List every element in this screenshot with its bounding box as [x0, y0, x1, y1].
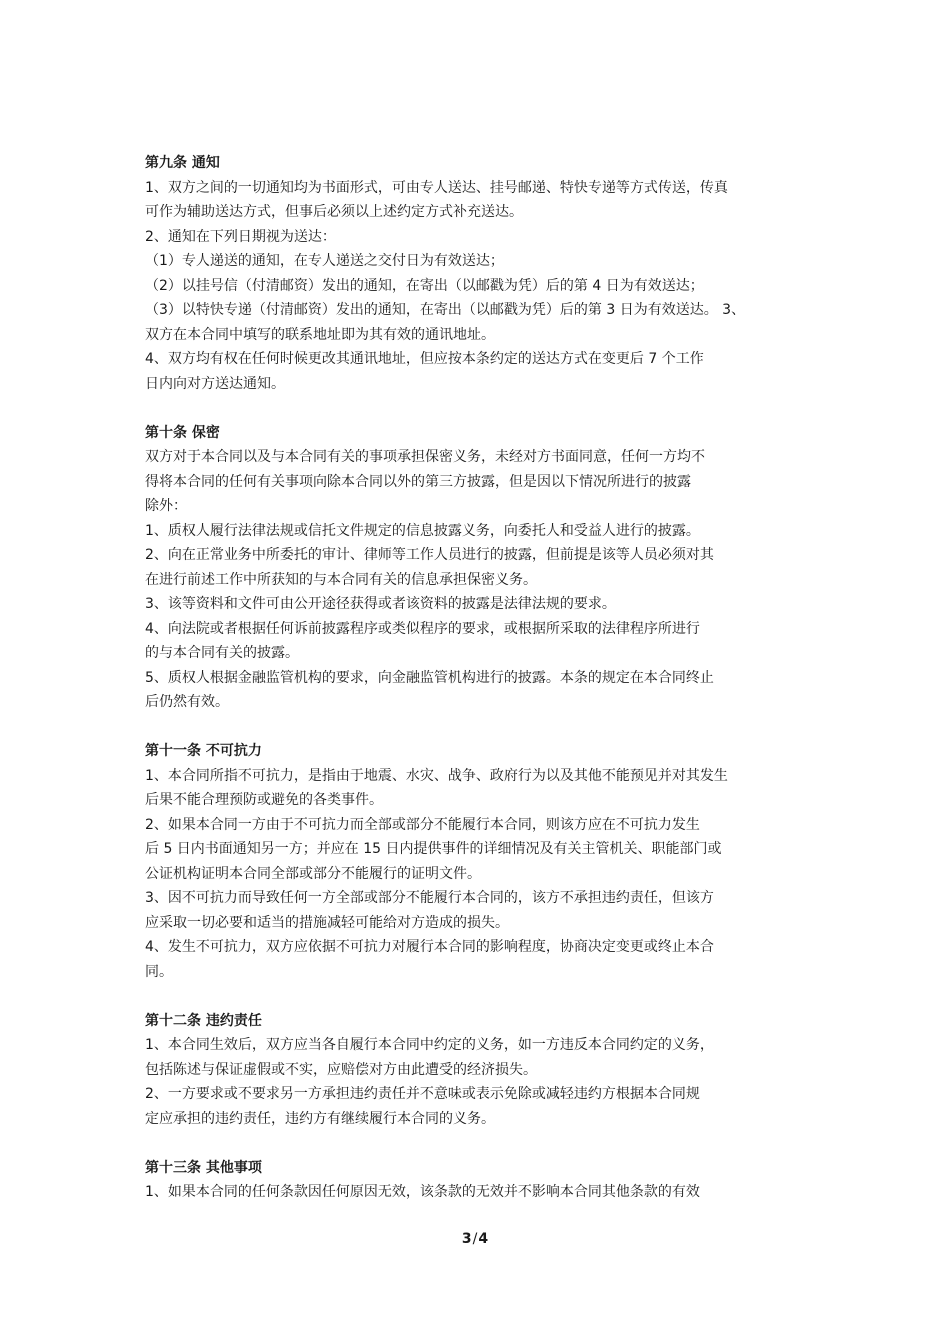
text-line: 定应承担的违约责任，违约方有继续履行本合同的义务。 — [145, 1110, 495, 1127]
total-pages: 4 — [478, 1231, 489, 1247]
text-line: 1、如果本合同的任何条款因任何原因无效，该条款的无效并不影响本合同其他条款的有效 — [145, 1184, 700, 1200]
text-line: 5、质权人根据金融监管机构的要求，向金融监管机构进行的披露。本条的规定在本合同终止 — [145, 669, 714, 686]
text-line: 在进行前述工作中所获知的与本合同有关的信息承担保密义务。 — [145, 571, 537, 588]
section-gap — [145, 715, 807, 740]
text-line: 4、向法院或者根据任何诉前披露程序或类似程序的要求，或根据所采取的法律程序所进行 — [145, 620, 700, 637]
text-line: 双方对于本合同以及与本合同有关的事项承担保密义务，未经对方书面同意，任何一方均不 — [145, 449, 705, 465]
text-line: 3、该等资料和文件可由公开途径获得或者该资料的披露是法律法规的要求。 — [145, 596, 616, 612]
text-line: （2）以挂号信（付清邮资）发出的通知，在寄出（以邮戳为凭）后的第 4 日为有效送达； — [145, 277, 704, 294]
section-heading: 第十一条 不可抗力 — [145, 743, 262, 759]
document-body — [145, 151, 807, 1205]
text-line: 4、双方均有权在任何时候更改其通讯地址，但应按本条约定的送达方式在变更后 7 个工作 — [145, 351, 704, 367]
section-heading: 第十条 保密 — [145, 424, 220, 441]
text-line: 4、发生不可抗力，双方应依据不可抗力对履行本合同的影响程度，协商决定变更或终止本合 — [145, 939, 714, 955]
section-gap — [145, 1131, 807, 1156]
text-line: 1、本合同所指不可抗力，是指由于地震、水灾、战争、政府行为以及其他不能预见并对其发生 — [145, 767, 728, 784]
text-line: 3、因不可抗力而导致任何一方全部或部分不能履行本合同的，该方不承担违约责任，但该方 — [145, 890, 714, 906]
text-line: 双方在本合同中填写的联系地址即为其有效的通讯地址。 — [145, 326, 495, 343]
section — [145, 1009, 807, 1132]
page-separator: / — [472, 1231, 478, 1247]
page-number — [0, 1229, 950, 1249]
text-line: 后果不能合理预防或避免的各类事件。 — [145, 792, 383, 808]
text-line: 后 5 日内书面通知另一方；并应在 15 日内提供事件的详细情况及有关主管机关、职能部门或 — [145, 841, 722, 857]
text-line: 2、向在正常业务中所委托的审计、律师等工作人员进行的披露，但前提是该等人员必须对其 — [145, 547, 714, 563]
section — [145, 739, 807, 984]
section — [145, 151, 807, 396]
text-line: 1、本合同生效后，双方应当各自履行本合同中约定的义务，如一方违反本合同约定的义务， — [145, 1037, 714, 1053]
section-heading: 第十三条 其他事项 — [145, 1159, 262, 1176]
text-line: 同。 — [145, 963, 173, 980]
text-line: 除外： — [145, 498, 187, 514]
text-line: 1、双方之间的一切通知均为书面形式，可由专人送达、挂号邮递、特快专递等方式传送，传真 — [145, 179, 728, 196]
current-page: 3 — [461, 1231, 472, 1247]
text-line: 得将本合同的任何有关事项向除本合同以外的第三方披露，但是因以下情况所进行的披露 — [145, 473, 691, 490]
section-gap — [145, 396, 807, 421]
text-line: 2、如果本合同一方由于不可抗力而全部或部分不能履行本合同，则该方应在不可抗力发生 — [145, 816, 700, 833]
text-line: 包括陈述与保证虚假或不实，应赔偿对方由此遭受的经济损失。 — [145, 1061, 537, 1078]
text-line: 2、通知在下列日期视为送达： — [145, 228, 336, 245]
text-line: （3）以特快专递（付清邮资）发出的通知，在寄出（以邮戳为凭）后的第 3 日为有效送达。 3、 — [145, 302, 746, 318]
section — [145, 1156, 807, 1205]
text-line: 1、质权人履行法律法规或信托文件规定的信息披露义务，向委托人和受益人进行的披露。 — [145, 522, 700, 539]
section-heading: 第十二条 违约责任 — [145, 1012, 262, 1029]
text-line: 可作为辅助送达方式，但事后必须以上述约定方式补充送达。 — [145, 204, 523, 220]
section-heading: 第九条 通知 — [145, 155, 220, 171]
section-gap — [145, 984, 807, 1009]
text-line: （1）专人递送的通知，在专人递送之交付日为有效送达； — [145, 253, 504, 269]
text-line: 日内向对方送达通知。 — [145, 375, 285, 392]
text-line: 后仍然有效。 — [145, 694, 229, 710]
text-line: 应采取一切必要和适当的措施减轻可能给对方造成的损失。 — [145, 914, 509, 931]
text-line: 的与本合同有关的披露。 — [145, 645, 299, 661]
text-line: 2、一方要求或不要求另一方承担违约责任并不意味或表示免除或减轻违约方根据本合同规 — [145, 1086, 700, 1102]
section — [145, 421, 807, 715]
text-line: 公证机构证明本合同全部或部分不能履行的证明文件。 — [145, 865, 481, 882]
